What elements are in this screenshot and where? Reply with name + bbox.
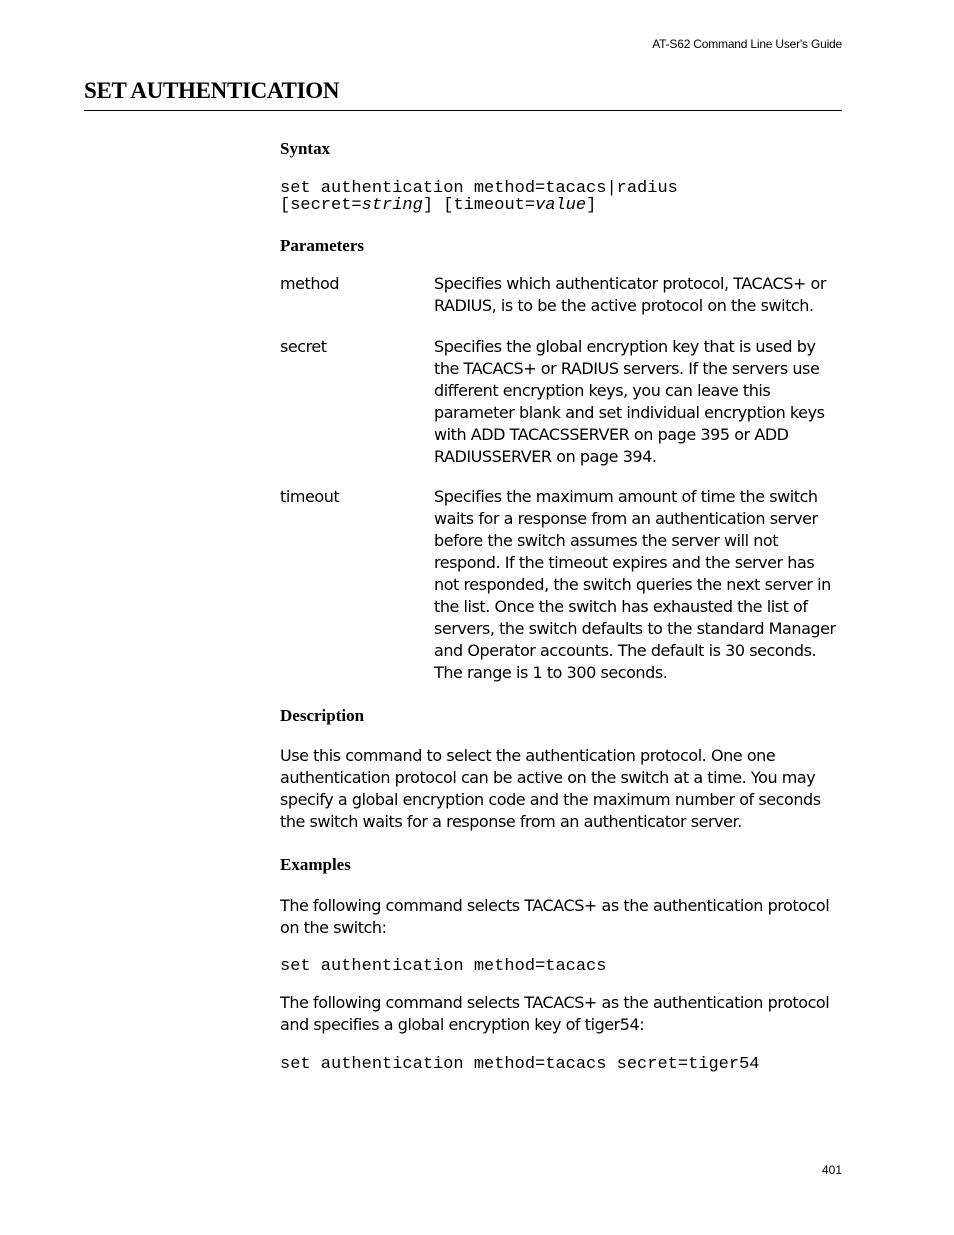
parameter-list [280,273,842,684]
syntax-heading: Syntax [280,139,331,158]
syntax-value-placeholder: value [535,196,587,215]
syntax-line-1: set authentication method=tacacs|radius [280,179,678,198]
content-column [280,138,842,1073]
parameter-description: Specifies the global encryption key that is used by the TACACS+ or RADIUS servers. If the servers use different encryption keys, you can leave this parameter blank and set individual encryption keys with ADD TACACSSERVER on page 395 or ADD RADIUSSERVER on page 394. [434,337,825,466]
page-number: 401 [821,1163,842,1177]
title-rule [84,110,842,111]
description-text: Use this command to select the authentication protocol. One one authentication protocol can be active on the switch at a time. You may specify a global encryption code and the maximum number of seconds the switch waits for a response from an authenticator server. [280,746,821,831]
examples-heading: Examples [280,855,351,874]
syntax-line-2 [280,197,842,214]
parameter-name: secret [280,337,327,356]
example-2-code: set authentication method=tacacs secret=tiger54 [280,1055,760,1074]
parameter-description: Specifies the maximum amount of time the switch waits for a response from an authentication server before the switch assumes the server will not respond. If the timeout expires and the server has not responded, the switch queries the next server in the list. Once the switch has exhausted the list of servers, the switch defaults to the standard Manager and Operator accounts. The default is 30 seconds. The range is 1 to 300 seconds. [434,487,836,682]
page-title: SET AUTHENTICATION [84,78,340,103]
example-1-text: The following command selects TACACS+ as the authentication protocol on the switch: [280,896,830,937]
parameter-name: method [280,274,340,293]
syntax-block [280,180,842,214]
syntax-secret-open: [secret= [280,196,362,215]
parameter-description: Specifies which authenticator protocol, TACACS+ or RADIUS, is to be the active protocol on the switch. [434,274,826,315]
parameter-row-timeout [280,486,842,684]
running-header: AT-S62 Command Line User's Guide [652,37,842,51]
description-heading: Description [280,706,365,725]
syntax-string-placeholder: string [361,196,423,215]
parameter-row-method [280,273,842,317]
parameters-heading: Parameters [280,236,365,255]
example-2-text: The following command selects TACACS+ as the authentication protocol and specifies a global encryption key of tiger54: [280,993,830,1034]
parameter-row-secret [280,336,842,468]
parameter-name: timeout [280,487,340,506]
example-1-code: set authentication method=tacacs [280,957,607,976]
syntax-close: ] [586,196,597,215]
syntax-timeout-open: ] [timeout= [422,196,536,215]
